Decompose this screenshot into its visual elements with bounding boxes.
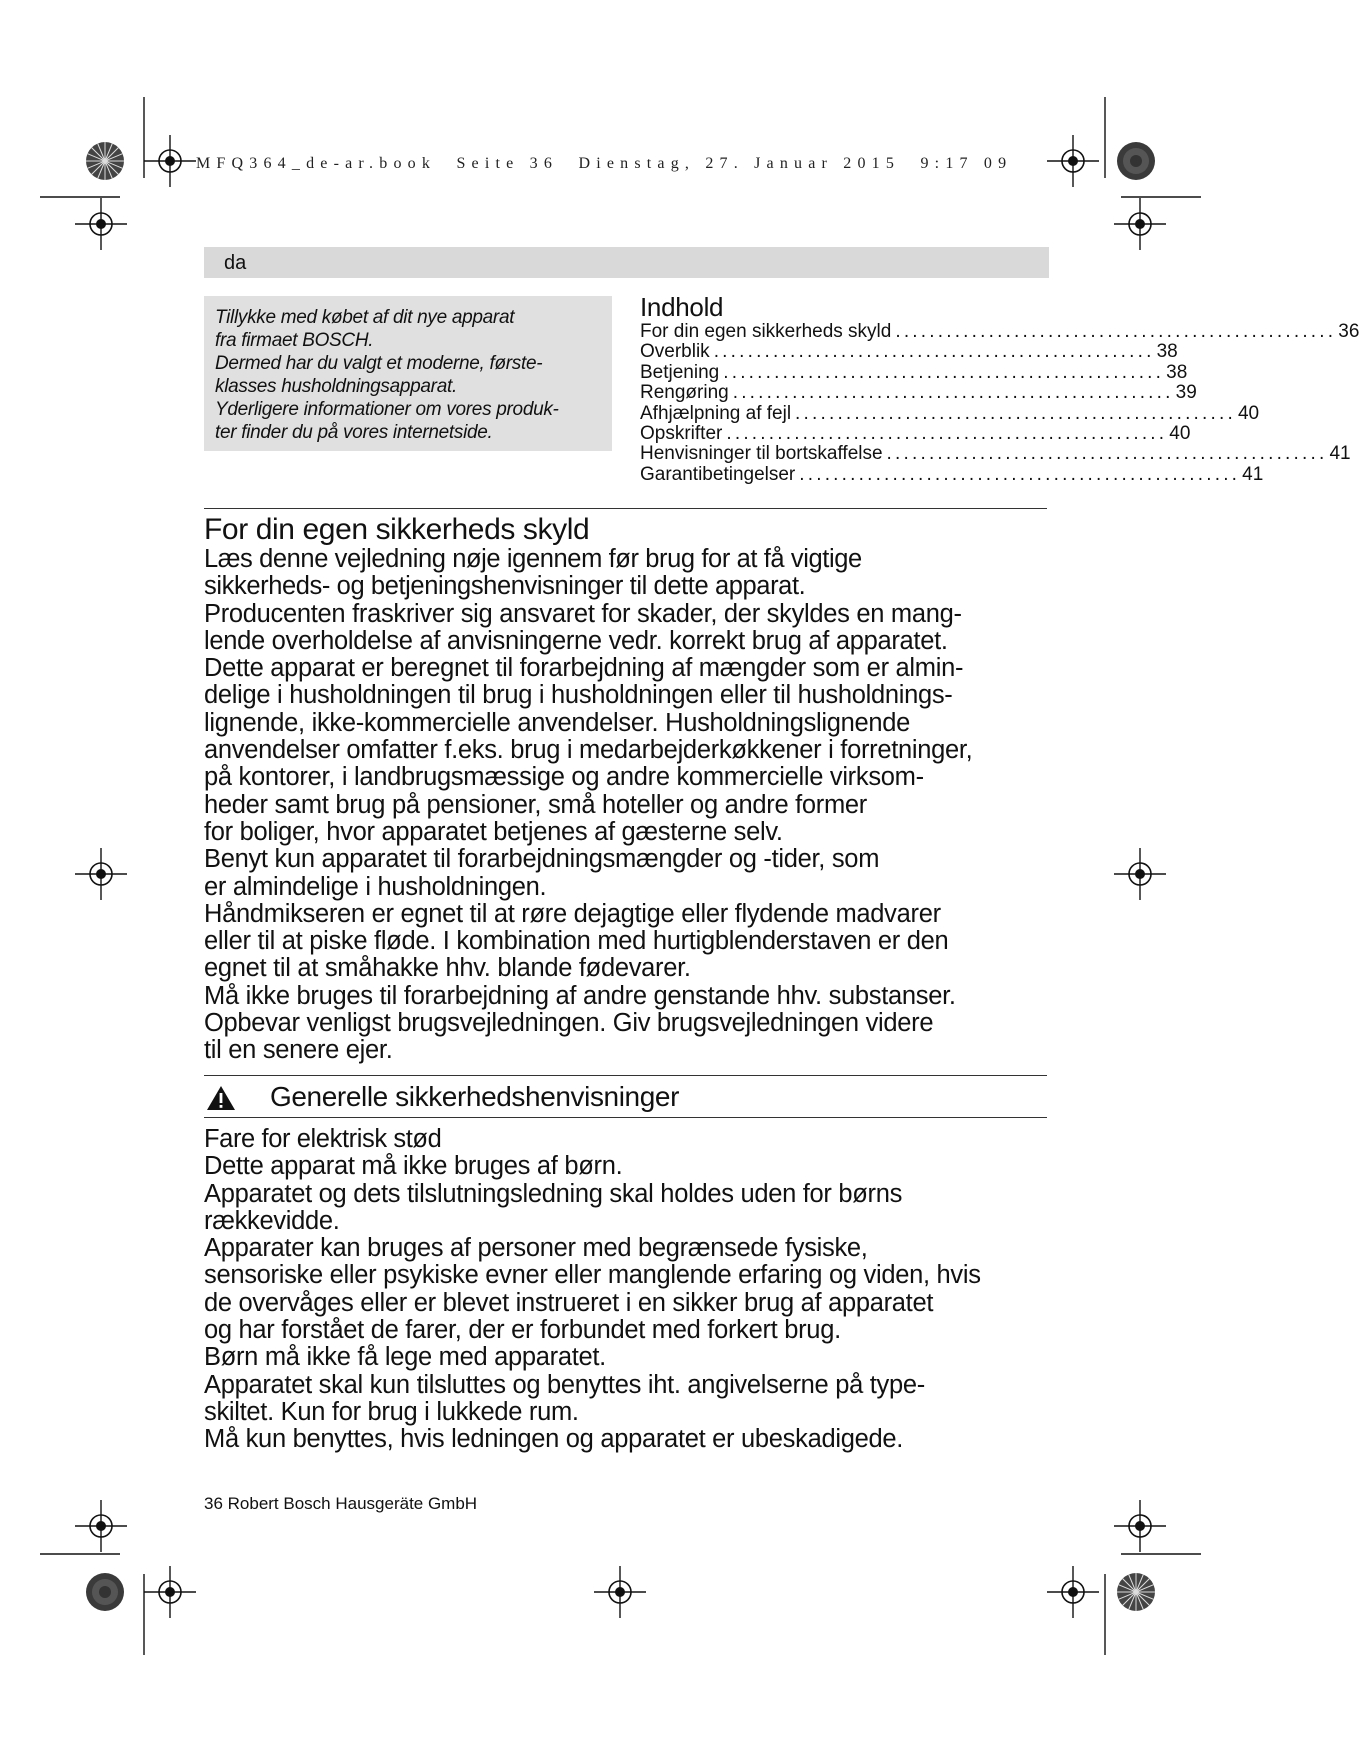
toc-item-page: 40 bbox=[1237, 402, 1260, 424]
toc-leader: .................................................... bbox=[895, 321, 1337, 342]
intro-line: ter finder du på vores internetside. bbox=[215, 422, 493, 443]
section-general-safety bbox=[204, 1126, 1064, 1454]
toc-leader: .................................................... bbox=[732, 382, 1174, 404]
warning-title: Generelle sikkerhedshenvisninger bbox=[270, 1081, 679, 1112]
intro-line: Yderligere informationer om vores produk- bbox=[215, 399, 559, 420]
toc-item[interactable] bbox=[640, 341, 1178, 363]
warning-heading bbox=[204, 1079, 1047, 1117]
language-bar bbox=[204, 247, 1049, 278]
body-line: er almindelige i husholdningen. bbox=[204, 872, 547, 901]
toc-item[interactable] bbox=[640, 382, 1197, 404]
body-line: anvendelser omfatter f.eks. brug i medarbejderkøkkener i forretninger, bbox=[204, 736, 973, 765]
body-line: Børn må ikke få lege med apparatet. bbox=[204, 1343, 606, 1372]
toc-item[interactable] bbox=[640, 321, 1359, 342]
toc-item-page: 38 bbox=[1156, 341, 1178, 363]
body-line: for boliger, hvor apparatet betjenes af gæsterne selv. bbox=[204, 817, 783, 846]
section-divider bbox=[204, 508, 1047, 509]
book-header-line: MFQ364_de-ar.book Seite 36 Dienstag, 27. Januar 2015 9:17 09 bbox=[196, 155, 1013, 172]
intro-box bbox=[204, 296, 612, 451]
toc-leader: .................................................... bbox=[726, 423, 1168, 445]
toc-item[interactable] bbox=[640, 443, 1351, 465]
toc-item-label: Henvisninger til bortskaffelse bbox=[640, 443, 883, 465]
table-of-contents bbox=[640, 292, 1359, 485]
toc-item-label: Afhjælpning af fejl bbox=[640, 402, 792, 424]
intro-line: fra firmaet BOSCH. bbox=[215, 330, 374, 351]
toc-item-page: 41 bbox=[1329, 443, 1351, 465]
toc-title: Indhold bbox=[640, 292, 724, 322]
body-line: skiltet. Kun for brug i lukkede rum. bbox=[204, 1397, 579, 1426]
body-line: til en senere ejer. bbox=[204, 1036, 393, 1065]
body-line: Apparatet skal kun tilsluttes og benyttes iht. angivelserne på type- bbox=[204, 1370, 925, 1399]
body-line: Benyt kun apparatet til forarbejdningsmængder og -tider, som bbox=[204, 845, 880, 874]
section-divider bbox=[204, 1075, 1047, 1076]
body-line: og har forstået de farer, der er forbundet med forkert brug. bbox=[204, 1316, 841, 1345]
toc-item-page: 36 bbox=[1338, 321, 1359, 342]
body-line: eller til at piske fløde. I kombination med hurtigblenderstaven er den bbox=[204, 927, 949, 956]
toc-item-label: Overblik bbox=[640, 341, 710, 363]
body-line: Må ikke bruges til forarbejdning af andre genstande hhv. substanser. bbox=[204, 981, 956, 1010]
body-line: heder samt brug på pensioner, små hoteller og andre former bbox=[204, 790, 867, 819]
toc-item-label: Garantibetingelser bbox=[640, 463, 796, 485]
intro-line: klasses husholdningsapparat. bbox=[215, 376, 457, 397]
section-title: For din egen sikkerheds skyld bbox=[204, 513, 590, 546]
toc-item[interactable] bbox=[640, 463, 1264, 485]
section-lead-line: sikkerheds- og betjeningshenvisninger til dette apparat. bbox=[204, 572, 806, 601]
body-line: Apparater kan bruges af personer med begrænsede fysiske, bbox=[204, 1234, 868, 1263]
toc-item[interactable] bbox=[640, 423, 1191, 445]
language-code: da bbox=[224, 252, 247, 274]
section-lead-line: Læs denne vejledning nøje igennem før brug for at få vigtige bbox=[204, 545, 862, 573]
body-line: Producenten fraskriver sig ansvaret for skader, der skyldes en mang- bbox=[204, 599, 962, 628]
toc-item[interactable] bbox=[640, 402, 1260, 424]
section-body bbox=[204, 1153, 1064, 1453]
intro-line: Tillykke med købet af dit nye apparat bbox=[215, 307, 515, 328]
body-line: delige i husholdningen til brug i husholdningen eller til husholdnings- bbox=[204, 681, 953, 710]
toc-leader: .................................................... bbox=[799, 463, 1241, 485]
body-line: sensoriske eller psykiske evner eller manglende erfaring og viden, hvis bbox=[204, 1261, 981, 1290]
body-line: egnet til at småhakke hhv. blande fødevarer. bbox=[204, 954, 691, 983]
toc-item-page: 40 bbox=[1169, 423, 1191, 445]
subsection-title: Fare for elektrisk stød bbox=[204, 1125, 442, 1153]
section-divider bbox=[204, 1117, 1047, 1118]
toc-leader: .................................................... bbox=[886, 443, 1328, 465]
toc-item-label: Rengøring bbox=[640, 382, 729, 404]
toc-item-page: 38 bbox=[1166, 361, 1188, 383]
body-line: lende overholdelse af anvisningerne vedr. korrekt brug af apparatet. bbox=[204, 626, 948, 655]
toc-leader: .................................................... bbox=[795, 402, 1236, 424]
toc-item-label: For din egen sikkerheds skyld bbox=[640, 321, 892, 342]
toc-item-page: 41 bbox=[1242, 463, 1264, 485]
body-line: Opbevar venligst brugsvejledningen. Giv brugsvejledningen videre bbox=[204, 1009, 934, 1038]
warning-triangle-icon bbox=[206, 1085, 236, 1111]
body-line: Dette apparat er beregnet til forarbejdning af mængder som er almin- bbox=[204, 654, 964, 683]
intro-line: Dermed har du valgt et moderne, første- bbox=[215, 353, 543, 374]
toc-leader: .................................................... bbox=[723, 361, 1165, 383]
toc-item-label: Opskrifter bbox=[640, 423, 723, 445]
body-line: Håndmikseren er egnet til at røre dejagtige eller flydende madvarer bbox=[204, 899, 941, 928]
body-line: lignende, ikke-kommercielle anvendelser. Husholdningslignende bbox=[204, 708, 911, 737]
body-line: Må kun benyttes, hvis ledningen og apparatet er ubeskadigede. bbox=[204, 1425, 904, 1454]
section-safety bbox=[204, 514, 1064, 1065]
body-line: på kontorer, i landbrugsmæssige og andre kommercielle virksom- bbox=[204, 763, 924, 792]
toc-leader: .................................................... bbox=[713, 341, 1155, 363]
body-line: Apparatet og dets tilslutningsledning skal holdes uden for børns bbox=[204, 1179, 903, 1208]
body-line: Dette apparat må ikke bruges af børn. bbox=[204, 1152, 623, 1181]
toc-item-page: 39 bbox=[1175, 382, 1197, 404]
page-footer: 36 Robert Bosch Hausgeräte GmbH bbox=[204, 1494, 478, 1513]
toc-item-label: Betjening bbox=[640, 361, 720, 383]
body-line: de overvåges eller er blevet instrueret i en sikker brug af apparatet bbox=[204, 1288, 934, 1317]
toc-item[interactable] bbox=[640, 361, 1188, 383]
section-body bbox=[204, 601, 1064, 1065]
body-line: rækkevidde. bbox=[204, 1206, 340, 1235]
